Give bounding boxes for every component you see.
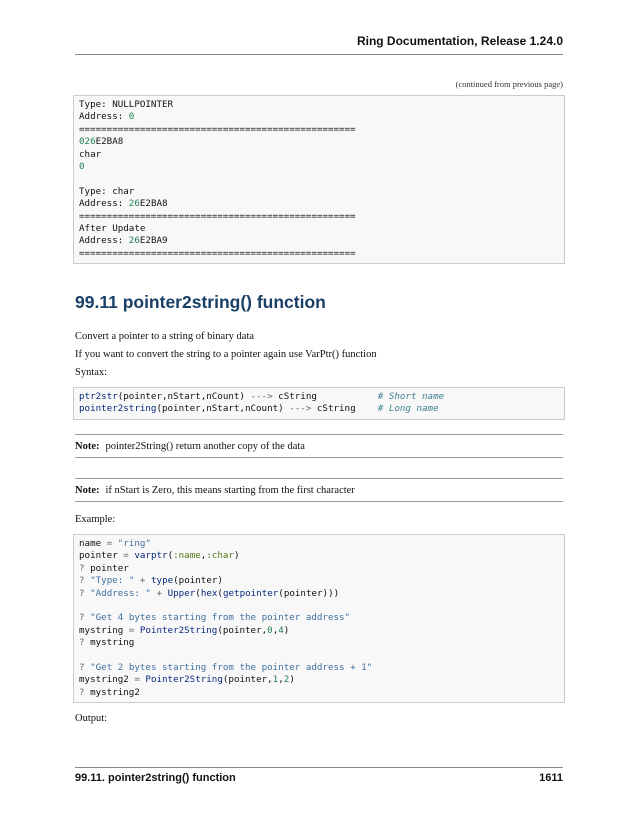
code-number: 26 — [128, 235, 140, 247]
code-string: "ring" — [117, 538, 151, 549]
code-line: Address: 0 — [79, 111, 135, 123]
code-function: Pointer2String — [139, 624, 218, 636]
page-header: Ring Documentation, Release 1.24.0 — [356, 34, 563, 48]
code-number: 0 — [128, 111, 135, 123]
syntax-label: Syntax: — [75, 367, 108, 378]
code-line — [79, 650, 559, 662]
code-line: 026E2BA8 — [79, 136, 124, 148]
code-comment: # Long name — [377, 403, 439, 415]
code-number: 4 — [278, 624, 284, 636]
note-box — [75, 478, 563, 502]
code-number: 0 — [267, 624, 273, 636]
code-symbol: :char — [206, 550, 234, 562]
note-text: pointer2String() return another copy of the data — [105, 440, 305, 452]
code-operator: ? — [79, 661, 85, 673]
intro-paragraph: Convert a pointer to a string of binary data — [75, 331, 255, 342]
code-operator: ? — [79, 686, 85, 698]
output-code-block — [73, 95, 565, 264]
code-operator: ? — [79, 562, 85, 574]
code-string: "Address: " — [90, 587, 151, 599]
code-operator: ? — [79, 587, 85, 599]
code-operator: = — [134, 674, 140, 686]
code-function: Upper — [167, 587, 196, 599]
footer-section: 99.11. pointer2string() function — [75, 772, 236, 784]
code-line: ================================================== — [79, 210, 356, 222]
note-text: if nStart is Zero, this means starting from the first character — [105, 484, 355, 496]
code-operator: ? — [79, 637, 85, 649]
code-operator: = — [123, 550, 129, 562]
code-function: type — [151, 575, 174, 587]
code-line — [79, 612, 559, 624]
header-rule — [75, 54, 563, 55]
code-number: 026 — [79, 136, 96, 148]
code-operator: = — [106, 538, 113, 549]
code-line: Type: char — [79, 185, 135, 197]
code-function: pointer2string — [79, 403, 157, 415]
code-line: name = "ring" — [79, 538, 151, 549]
syntax-code-block — [73, 387, 565, 420]
code-line: Type: NULLPOINTER — [79, 99, 174, 110]
code-line: ? mystring — [79, 637, 135, 649]
code-line: mystring = Pointer2String(pointer,0,4) — [79, 624, 290, 636]
code-function: getpointer — [222, 587, 279, 599]
footer-page-number: 1611 — [539, 772, 563, 784]
intro-paragraph-2: If you want to convert the string to a pointer again use VarPtr() function — [75, 349, 377, 360]
code-operator: + — [139, 575, 146, 587]
note-label: Note: — [75, 440, 100, 452]
code-line — [79, 600, 559, 612]
output-label: Output: — [75, 713, 108, 724]
code-line: ptr2str(pointer,nStart,nCount) ---> cString # Short name — [79, 391, 445, 402]
code-line: pointer = varptr(:name,:char) — [79, 550, 240, 562]
code-line: ================================================== — [79, 247, 356, 259]
footer-rule — [75, 767, 563, 768]
code-line: ? "Type: " + type(pointer) — [79, 575, 223, 587]
code-number: 2 — [283, 674, 290, 686]
code-line: ================================================== — [79, 123, 356, 135]
code-operator: = — [128, 624, 135, 636]
note-label: Note: — [75, 484, 100, 496]
code-line — [79, 173, 559, 185]
code-line: char — [79, 148, 102, 160]
note-box — [75, 434, 563, 458]
code-line — [79, 662, 559, 674]
code-line: mystring2 = Pointer2String(pointer,1,2) — [79, 674, 295, 686]
code-number: 1 — [272, 674, 279, 686]
example-code-block — [73, 534, 565, 703]
code-comment: # Short name — [377, 391, 445, 402]
code-number: 26 — [128, 198, 140, 210]
code-function: hex — [200, 587, 218, 599]
code-line: ? "Address: " + Upper(hex(getpointer(pointer))) — [79, 587, 340, 599]
code-operator: ? — [79, 575, 85, 587]
code-function: varptr — [134, 550, 168, 562]
code-line: ? pointer — [79, 562, 129, 574]
code-operator: ? — [79, 612, 85, 624]
code-string: "Get 4 bytes starting from the pointer address" — [90, 612, 351, 624]
code-line: pointer2string(pointer,nStart,nCount) ---> cString # Long name — [79, 403, 439, 415]
code-operator: + — [156, 587, 163, 599]
code-line: Address: 26E2BA8 — [79, 198, 168, 210]
example-label: Example: — [75, 514, 116, 525]
code-symbol: :name — [173, 550, 201, 562]
code-operator: ---> — [250, 391, 273, 402]
section-title: 99.11 pointer2string() function — [75, 292, 326, 312]
code-operator: ---> — [289, 403, 312, 415]
code-string: "Type: " — [90, 575, 135, 587]
code-line: Address: 26E2BA9 — [79, 235, 168, 247]
code-line: After Update — [79, 222, 146, 234]
code-line: ? mystring2 — [79, 686, 140, 698]
code-function: ptr2str — [79, 391, 118, 402]
code-string: "Get 2 bytes starting from the pointer address + 1" — [90, 661, 373, 673]
continued-note: (continued from previous page) — [455, 79, 563, 89]
code-function: Pointer2String — [145, 674, 223, 686]
code-line: 0 — [79, 160, 85, 172]
